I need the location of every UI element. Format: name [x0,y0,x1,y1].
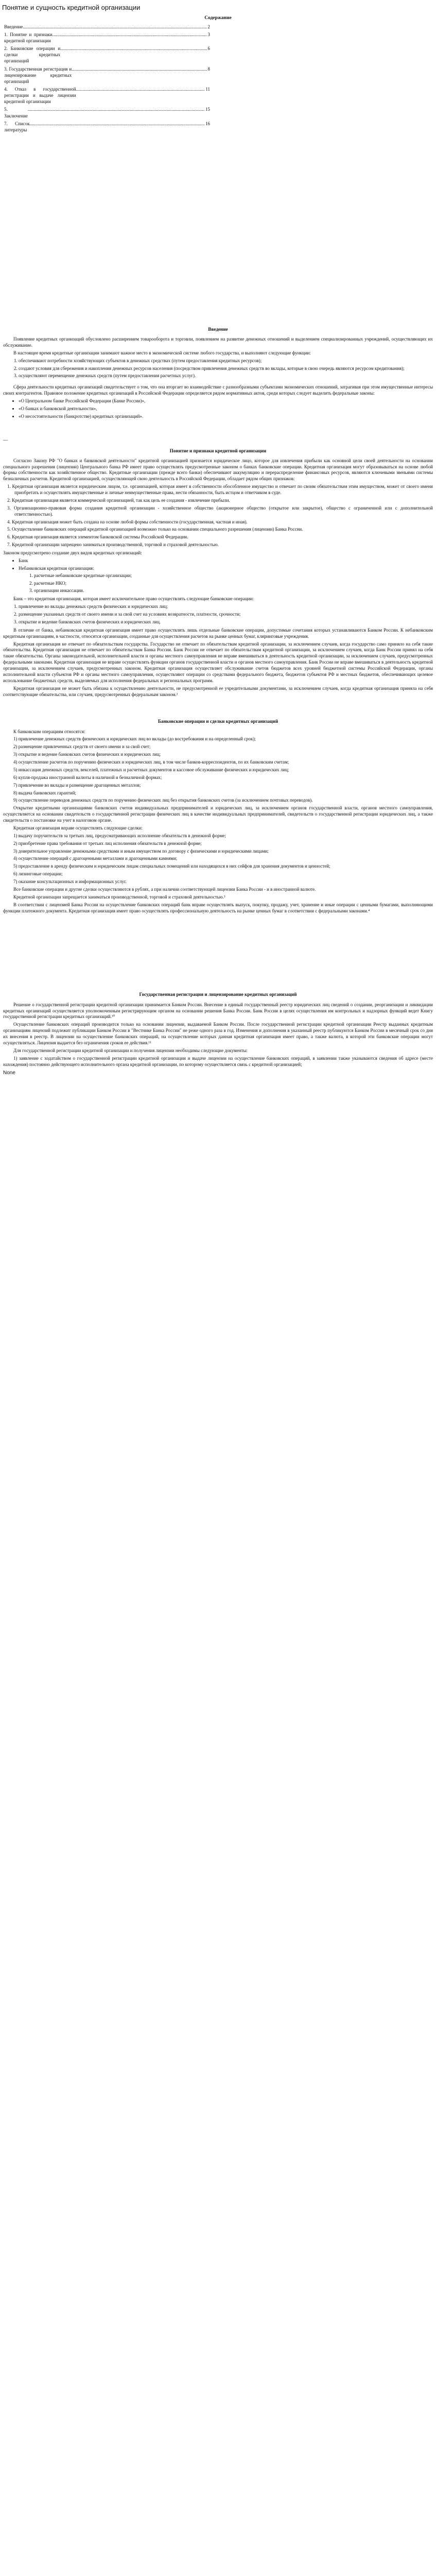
list-item: 1. обеспечивают потребности хозяйствующих субъектов в денежных средствах (путем предоставления кредитных ресурсов); [19,358,433,364]
document-header [0,0,436,137]
toc-item[interactable]: 1. Понятие и признаки кредитной организации ..... 3 [4,31,210,44]
list-item: 3. Организационно-правовая форма создания кредитной организации - хозяйственное общество (акционерное общество (открытое или закрытое), общество с ограниченной или с дополнительной ответственностью). [7,505,433,517]
section-title: Государственная регистрация и лицензирование кредитных организаций [139,992,297,997]
section-registration [0,991,436,1076]
list-item: 2. размещение указанных средств от своего имени и за свой счет на условиях возвратности, платности, срочности; [19,612,433,618]
paragraph: Законом предусмотрено создание двух видов кредитных организаций: [3,550,142,556]
paragraph: Кредитная организация вправе осуществлять следующие сделки: [13,825,143,831]
paragraph: 1) заявление с ходатайством о государственной регистрации кредитной организации и выдаче лицензии на осуществление банковских операций, в заявлении также указываются сведения об адресе (месте нахождения) постоянно действующего исполнительного органа кредитной организации, по которому осуществляется связь с кредитной организацией; [3,1055,433,1067]
list-item: 2. Кредитная организация является коммерческой организацией, так как цель ее создания - извлечение прибыли. [7,497,230,503]
toc-item[interactable]: 4. Отказ в государственной регистрации и выдаче лицензии кредитной организации ..... 11 [4,86,210,105]
list-item: 6. Кредитная организация является элементом банковской системы Российской Федерации. [7,534,188,540]
section-operations [0,718,436,914]
paragraph: Кредитная организация не может быть обязана к осуществлению деятельности, не предусмотренной ее учредительными документами, за исключением случаев, когда кредитная организация приняла на себя соответствующие обязательства, или случаев, предусмотренных федеральным законом.² [3,685,433,697]
list-item: • «О банках и банковской деятельности», [19,406,433,412]
toc-item[interactable]: 3. Государственная регистрация и лицензирование кредитных организаций ..... 8 [4,66,210,84]
list-item: 7. Кредитной организации запрещено заниматься производственной, торговой и страховой деятельностью. [7,542,219,548]
paragraph: Решение о государственной регистрации кредитной организации принимается Банком России. Внесение в единый государственный реестр юридических лиц сведений о создании, реорганизации и ликвидации кредитных организаций осуществляется уполномоченным регистрирующим органом на основании решения Банка России. Банк России в целях осуществления им контрольных и надзорных функций ведет Книгу государственной регистрации кредитных организаций.¹⁰ [3,1002,433,1020]
list-item: 1. Кредитная организация является юридическим лицом, т.е. организацией, которая имеет в собственности обособленное имущество и отвечает по своим обязательствам этим имуществом, может от своего имени приобретать и осуществлять имущественные и личные неимущественные права, нести обязанности, быть истцом и ответчиком в суде. [7,484,433,496]
paragraph: 6) лизинговые операции; [13,871,63,877]
list-item: 4. Кредитная организация может быть создана на основе любой формы собственности (государственная, частная и иная). [7,519,248,524]
none-text: None [3,1070,15,1076]
paragraph: Сфера деятельности кредитных организаций свидетельствует о том, что она вторгает во взаимодействие с разнообразными субъектами экономических отношений, затрагивая при этом имущественные интересы своих контрагентов. Правовое положение кредитных организаций в Российской Федерации определяется рядом нормативных актов, среди которых следует выделить федеральные законы: [3,384,433,396]
paragraph: В настоящее время кредитные организации занимают важное место в экономической системе любого государства, и выполняют следующие функции: [13,350,311,355]
list-item: • «О Центральном банке Российской Федерации (Банке России)», [19,398,433,404]
paragraph: 6) купля-продажа иностранной валюты в наличной и безналичной формах; [13,774,162,780]
paragraph: 1) привлечение денежных средств физических и юридических лиц во вклады (до востребования и на определенный срок); [13,736,256,742]
list-item: 3. открытие и ведение банковских счетов физических и юридических лиц. [19,619,433,625]
paragraph: Кредитная организация не отвечает по обязательствам государства. Государство не отвечает по обязательствам кредитной организации, за исключением случаев, когда государство само приняло на себя такие обязательства. Кредитная организация не отвечает по обязательствам Банка России. Банк России не отвечает по обязательствам кредитной организации, за исключением случаев, когда Банк России принял на себя такие обязательства. Органы законодательной, исполнительной власти и органы местного самоуправления не вправе вмешиваться в деятельность кредитной организации, за исключением случаев, предусмотренных федеральными законами. Кредитная организация не вправе осуществлять функции органов государственной власти и органов местного самоуправления. Банк России не вправе вмешиваться в деятельность кредитной организации, за исключением случаев, предусмотренных законом. Кредитная организация осуществляет обслуживание счетов бюджетов всех уровней бюджетной системы Российской Федерации, органы исполнительной власти субъектов РФ и органы местного самоуправления, осуществляют операции со средствами федерального бюджета, бюджетов субъектов РФ и местных бюджетов, обеспечивающих целевое использование бюджетных средств, выделяемых для исполнения федеральных и региональных программ. [3,641,433,683]
paragraph: Осуществление банковских операций производится только на основании лицензии, выдаваемой Банком России. После государственной регистрации кредитной организации Реестр выданных кредитным организациям лицензий подлежит публикации Банком России в "Вестнике Банка России" не реже одного раза в год. Изменения и дополнения в указанный реестр публикуются Банком России в месячный срок со дня их внесения в реестр. В лицензии на осуществление банковских операций, на осуществление которых данная кредитная организация имеет право, а также валюта, в которой эти банковские операции могут осуществляться. Лицензия выдается без ограничения сроков ее действия.¹¹ [3,1022,433,1045]
section-title: Введение [208,326,228,332]
document-title: Понятие и сущность кредитной организации [2,4,141,11]
paragraph: Все банковские операции и другие сделки осуществляются в рублях, а при наличии соответствующей лицензии Банка России - и в иностранной валюте. [13,886,316,892]
table-of-contents [2,24,210,133]
features-list [3,484,433,548]
paragraph: 7) привлечение во вклады и размещение драгоценных металлов; [13,782,141,788]
list-item: 3. организации инкассации. [34,588,433,594]
toc-item[interactable]: Введение ..... 2 [4,24,210,30]
list-item: 1. привлечение во вклады денежных средств физических и юридических лиц; [19,604,433,610]
section-title: Банковские операции и сделки кредитных организаций [158,719,278,724]
kinds-sublist [19,573,433,595]
paragraph: В соответствии с лицензией Банка России на осуществление банковских операций банк вправе осуществлять выпуск, покупку, продажу, учет, хранение и иные операции с ценными бумагами, выполняющими функции платежного документа. Кредитная организация имеет право осуществлять профессиональную деятельность на рынке ценных бумаг в соответствии с федеральными законами.⁴ [3,902,433,913]
paragraph: Согласно Закону РФ "О банках и банковской деятельности" кредитной организацией признается юридическое лицо, которое для извлечения прибыли как основной цели своей деятельности на основании специального разрешения (лицензии) Центрального банка РФ имеет право осуществлять предусмотренные законом о банках банковские операции. Кредитная организация могут образовываться на основе любой формы собственности как хозяйственное общество. Кредитные организации (прежде всего банки) обеспечивают аккумуляцию и перераспределение финансовых ресурсов, являются ключевыми звеньями системы безналичных расчетов. Кредитной организацией, осуществляющей свою деятельность в Российской Федерации, обладает рядом общих признаков: [3,457,433,482]
bank-ops-list [3,604,433,625]
functions-list [3,358,433,380]
paragraph: Для государственной регистрации кредитной организации и получения лицензии необходимы следующие документы: [13,1047,248,1053]
section-title: Понятие и признаки кредитной организации [169,448,267,453]
paragraph: Появление кредитных организаций обусловлено расширением товарооборота и торговли, появлением на развитие денежных отношений и выделением специализированных учреждений, осуществляющих их обслуживание. [3,336,433,348]
list-item: 2. создают условия для сбережения и накопления денежных ресурсов населения (посредством привлечения денежных средств во вклады, которые в свою очередь являются ресурсом кредитования); [19,366,433,372]
toc-title: Содержание [204,15,232,21]
section-introduction [0,326,436,444]
paragraph: К банковским операциям относятся: [13,728,85,734]
paragraph: 1) выдачу поручительств за третьих лиц, предусматривающих исполнение обязательств в денежной форме; [13,833,226,838]
paragraph: 3) открытие и ведение банковских счетов физических и юридических лиц; [13,752,161,757]
toc-item[interactable]: 2. Банковские операции и сделки кредитных организаций ..... 6 [4,45,210,64]
toc-item[interactable]: 7. Список литературы ..... 16 [4,121,210,133]
paragraph: 5) инкассация денежных средств, векселей, платежных и расчетных документов и кассовое обслуживание физических и юридических лиц; [13,767,289,772]
paragraph: Открытие кредитными организациями банковских счетов индивидуальных предпринимателей и юридических лиц, за исключением органов государственной власти, органов местного самоуправления, осуществляется на основании свидетельств о государственной регистрации физических лиц в качестве индивидуальных предпринимателей, свидетельств о государственной регистрации юридических лиц, а также свидетельств о постановке на учет в налоговом органе. [3,805,433,823]
paragraph: 5) предоставление в аренду физическим и юридическим лицам специальных помещений или находящихся в них сейфов для хранения документов и ценностей; [13,863,330,869]
laws-list [3,398,433,420]
list-item: 1. расчетные небанковские кредитные организации; [34,573,433,579]
paragraph: 4) осуществление расчетов по поручению физических и юридических лиц, в том числе банков-корреспондентов, по их банковским счетам; [13,759,289,765]
paragraph: 4) осуществление операций с драгоценными металлами и драгоценными камнями; [13,856,178,861]
list-item: 2. расчетные НКО; [34,581,433,587]
paragraph: 9) осуществление переводов денежных средств по поручению физических лиц без открытия банковских счетов (за исключением почтовых переводов). [13,798,313,803]
paragraph: Банк – это кредитная организация, которая имеет исключительное право осуществлять следующие банковские операции: [13,596,254,602]
paragraph: Кредитной организации запрещается заниматься производственной, торговой и страховой деятельностью.³ [13,894,225,900]
list-item: • Банк [19,558,433,564]
list-item: • Небанковская кредитная организация: 1. расчетные небанковские кредитные организации; 2. расчетные НКО; 3. организации инкассации. [19,566,433,595]
section-concept [0,448,436,698]
paragraph: 7) оказание консультационных и информационных услуг. [13,879,127,885]
paragraph: В отличие от банка, небанковская кредитная организация имеет право осуществлять лишь отдельные банковские операции, допустимые сочетания которых устанавливаются Банком России. К небанковским кредитным организациям, в частности, относятся организации, созданные для осуществления расчетов на рынке ценных бумаг, клиринговые учреждения. [3,627,433,639]
toc-item[interactable]: 5. Заключение ..... 15 [4,106,210,118]
paragraph: 3) доверительное управление денежными средствами и иным имуществом по договору с физическими и юридическими лицами; [13,848,269,854]
kinds-list [3,558,433,594]
paragraph: 2) приобретение права требования от третьих лиц исполнения обязательств в денежной форме; [13,840,202,846]
paragraph: 8) выдача банковских гарантий; [13,790,77,795]
paragraph: 2) размещение привлеченных средств от своего имени и за свой счет; [13,744,151,750]
list-item: 3. осуществляют перемещение денежных средств (путем предоставления расчетных услуг). [19,373,433,379]
list-item: • «О несостоятельности (банкротстве) кредитных организаций». [19,414,433,420]
dash-separator: — [3,437,8,443]
list-item: 5. Осуществление банковских операций кредитной организацией возможно только на основании специального разрешения (лицензии) Банка России. [7,527,303,532]
